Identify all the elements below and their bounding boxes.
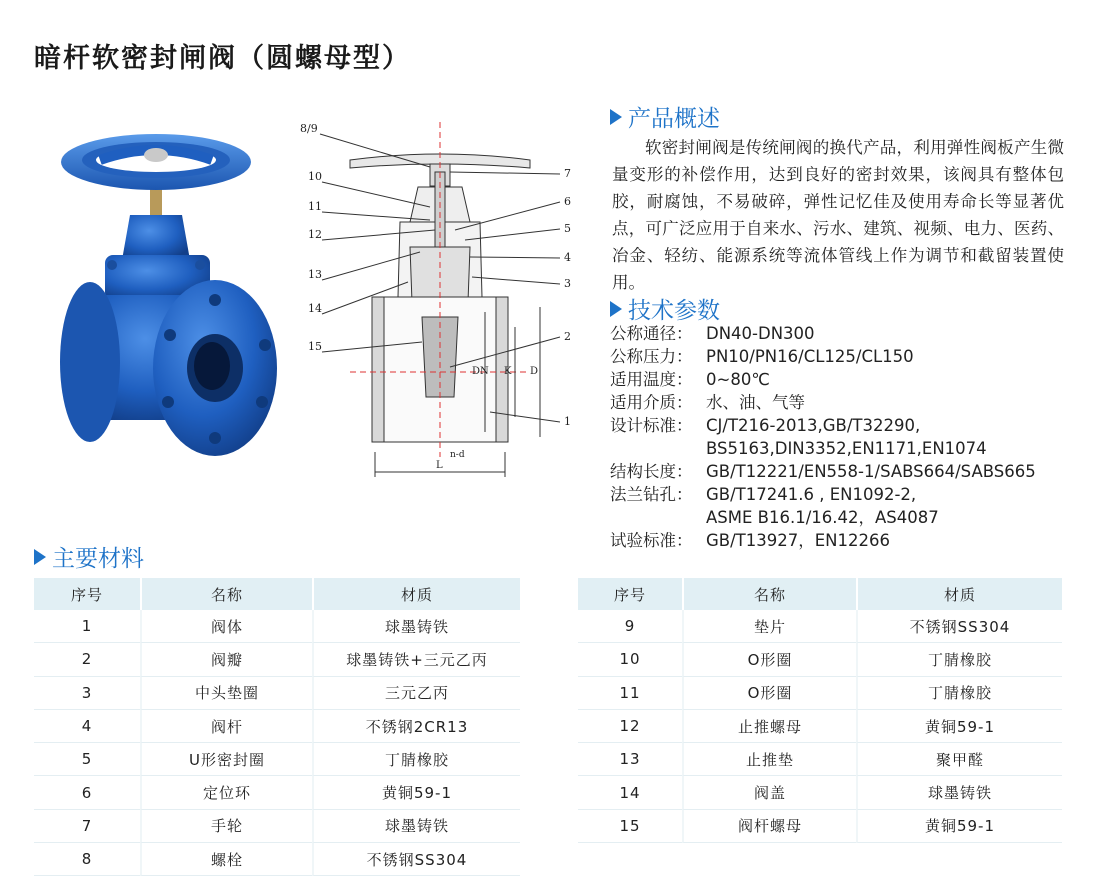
diagram-label: 14	[308, 302, 322, 315]
cell-no: 3	[34, 677, 140, 710]
dim-label: L	[436, 460, 443, 471]
diagram-label: 11	[308, 200, 322, 213]
cell-name: 定位环	[140, 776, 312, 809]
triangle-icon	[610, 301, 622, 317]
table-row	[34, 743, 520, 776]
section-materials-heading: 主要材料	[34, 540, 144, 573]
cell-material: 球墨铸铁+三元乙丙	[312, 643, 520, 676]
col-header-name: 名称	[682, 578, 856, 610]
cell-name: U形密封圈	[140, 743, 312, 776]
cell-no: 8	[34, 843, 140, 876]
cell-no: 1	[34, 610, 140, 643]
cell-material: 丁腈橡胶	[312, 743, 520, 776]
cell-name: 阀杆螺母	[682, 810, 856, 843]
col-header-no: 序号	[34, 578, 140, 610]
cell-no: 2	[34, 643, 140, 676]
cell-name: 止推螺母	[682, 710, 856, 743]
table-row	[34, 610, 520, 643]
cell-material: 黄铜59-1	[856, 710, 1062, 743]
dim-label: D	[530, 366, 539, 377]
dim-label: DN	[472, 366, 489, 377]
valve-section-drawing	[290, 112, 590, 492]
col-header-material: 材质	[856, 578, 1062, 610]
param-row: 公称通径： DN40-DN300	[610, 324, 815, 343]
table-row	[578, 810, 1062, 843]
diagram-label: 5	[564, 222, 571, 235]
table-row	[578, 643, 1062, 676]
triangle-icon	[610, 109, 622, 125]
cell-no: 7	[34, 810, 140, 843]
valve-product-photo	[50, 130, 280, 470]
param-row: 公称压力： PN10/PN16/CL125/CL150	[610, 347, 914, 366]
cell-material: 三元乙丙	[312, 677, 520, 710]
dim-label: n-d	[450, 450, 465, 460]
col-header-name: 名称	[140, 578, 312, 610]
col-header-no: 序号	[578, 578, 682, 610]
cell-no: 6	[34, 776, 140, 809]
materials-table-right	[578, 578, 1062, 843]
diagram-label: 2	[564, 330, 571, 343]
cell-no: 14	[578, 776, 682, 809]
cell-no: 12	[578, 710, 682, 743]
table-row	[578, 743, 1062, 776]
dim-label: K	[504, 366, 512, 377]
diagram-label: 13	[308, 268, 322, 281]
cell-material: 不锈钢SS304	[312, 843, 520, 876]
table-row	[34, 810, 520, 843]
param-row: ASME B16.1/16.42，AS4087	[706, 508, 939, 527]
table-row	[34, 710, 520, 743]
diagram-label: 8/9	[300, 122, 318, 135]
cell-no: 10	[578, 643, 682, 676]
cell-name: O形圈	[682, 677, 856, 710]
param-row: 适用温度： 0~80℃	[610, 370, 770, 389]
cell-no: 4	[34, 710, 140, 743]
params-list	[610, 322, 1036, 552]
param-row: 试验标准： GB/T13927，EN12266	[610, 531, 890, 550]
cell-material: 不锈钢SS304	[856, 610, 1062, 643]
param-row: BS5163,DIN3352,EN1171,EN1074	[706, 439, 987, 458]
cell-name: O形圈	[682, 643, 856, 676]
cell-name: 阀瓣	[140, 643, 312, 676]
cell-name: 手轮	[140, 810, 312, 843]
cell-name: 中头垫圈	[140, 677, 312, 710]
table-header-row	[34, 578, 520, 610]
cell-name: 阀体	[140, 610, 312, 643]
table-row	[578, 610, 1062, 643]
overview-text: 软密封闸阀是传统闸阀的换代产品，利用弹性阀板产生微量变形的补偿作用，达到良好的密封效果，该阀具有整体包胶，耐腐蚀，不易破碎，弹性记忆佳及使用寿命长等显著优点，可广泛应用于自来水、污水、建筑、视频、电力、医药、冶金、轻纺、能源系统等流体管线上作为调节和截留装置使用。	[612, 138, 1064, 292]
diagram-label: 7	[564, 167, 571, 180]
section-overview-heading: 产品概述	[610, 100, 720, 133]
cell-name: 螺栓	[140, 843, 312, 876]
table-row	[34, 843, 520, 876]
diagram-label: 10	[308, 170, 322, 183]
col-header-material: 材质	[312, 578, 520, 610]
cell-material: 聚甲醛	[856, 743, 1062, 776]
table-row	[578, 776, 1062, 809]
table-row	[578, 710, 1062, 743]
table-header-row	[578, 578, 1062, 610]
cell-name: 阀杆	[140, 710, 312, 743]
cell-name: 止推垫	[682, 743, 856, 776]
param-row: 设计标准： CJ/T216-2013,GB/T32290,	[610, 416, 921, 435]
diagram-label: 1	[564, 415, 571, 428]
table-row	[34, 677, 520, 710]
materials-table-left	[34, 578, 520, 876]
cell-material: 丁腈橡胶	[856, 643, 1062, 676]
table-row	[578, 677, 1062, 710]
param-row: 法兰钻孔： GB/T17241.6 , EN1092-2,	[610, 485, 917, 504]
cell-no: 9	[578, 610, 682, 643]
cell-material: 球墨铸铁	[312, 810, 520, 843]
diagram-label: 6	[564, 195, 571, 208]
table-row	[34, 643, 520, 676]
cell-name: 阀盖	[682, 776, 856, 809]
diagram-label: 12	[308, 228, 322, 241]
diagram-label: 15	[308, 340, 322, 353]
param-row: 结构长度： GB/T12221/EN558-1/SABS664/SABS665	[610, 462, 1036, 481]
cell-no: 5	[34, 743, 140, 776]
page-title: 暗杆软密封闸阀（圆螺母型）	[34, 43, 411, 74]
cell-material: 黄铜59-1	[856, 810, 1062, 843]
cell-no: 11	[578, 677, 682, 710]
cell-material: 球墨铸铁	[312, 610, 520, 643]
cell-no: 13	[578, 743, 682, 776]
triangle-icon	[34, 549, 46, 565]
table-row	[34, 776, 520, 809]
cell-material: 球墨铸铁	[856, 776, 1062, 809]
cell-material: 黄铜59-1	[312, 776, 520, 809]
param-row: 适用介质： 水、油、气等	[610, 393, 805, 412]
cell-material: 丁腈橡胶	[856, 677, 1062, 710]
diagram-label: 3	[564, 277, 571, 290]
cell-name: 垫片	[682, 610, 856, 643]
cell-no: 15	[578, 810, 682, 843]
section-params-heading: 技术参数	[610, 292, 720, 325]
diagram-label: 4	[564, 251, 571, 264]
cell-material: 不锈钢2CR13	[312, 710, 520, 743]
